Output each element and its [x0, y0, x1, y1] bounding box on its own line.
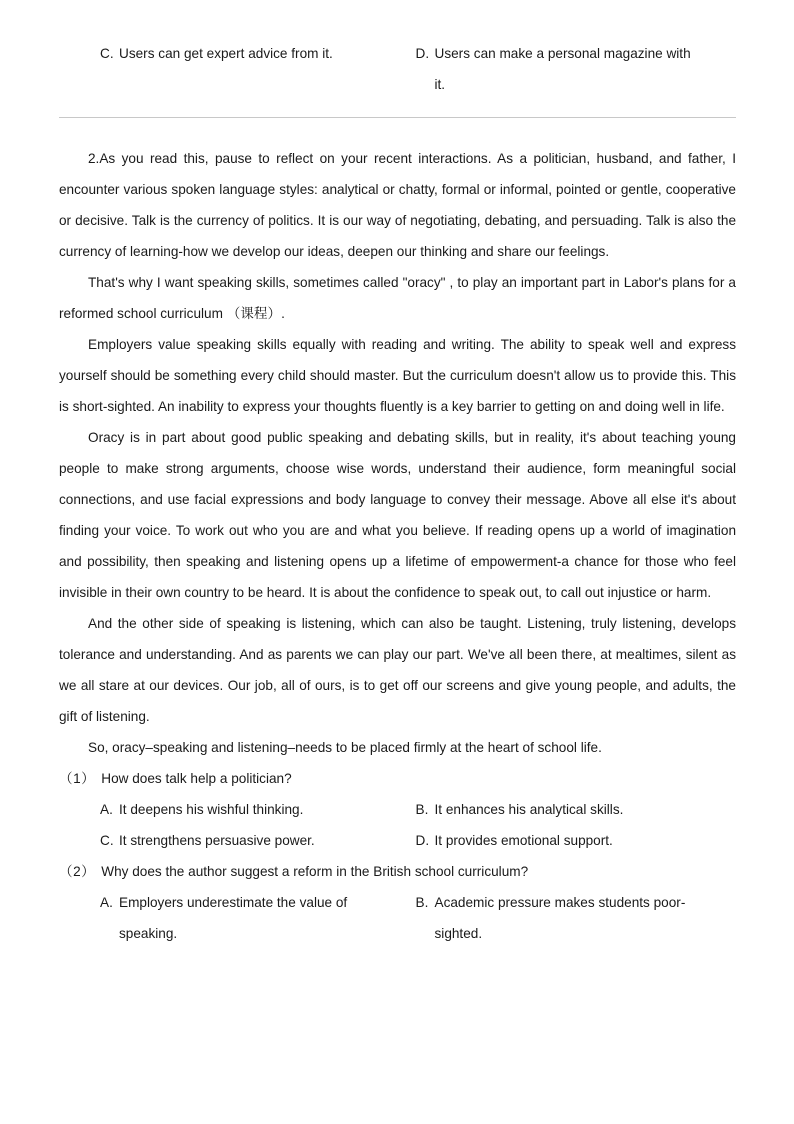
question-1-option-d[interactable]: [416, 825, 737, 856]
question-1-option-b[interactable]: [416, 794, 737, 825]
options-row-cd: [59, 38, 736, 100]
question-1-option-c[interactable]: [100, 825, 398, 856]
option-text-d-continuation: it.: [434, 77, 446, 92]
question-1-prompt: How does talk help a politician?: [101, 771, 292, 786]
question-1-option-text-a: It deepens his wishful thinking.: [119, 802, 304, 817]
passage-paragraph-2: That's why I want speaking skills, sometimes called "oracy" , to play an important part in Labor's plans for a reformed school curriculum （课程）.: [59, 275, 736, 321]
question-1-option-column-left: [59, 794, 398, 825]
passage-paragraph-5: And the other side of speaking is listening, which can also be taught. Listening, truly listening, develops tolerance and understanding. And as parents we can play our part. We've all been there, at mealtimes, silent as we all stare at our devices. Our job, all of ours, is to get off our screens and give young people, and adults, the gift of listening.: [59, 616, 736, 724]
question-2-option-text-a: Employers underestimate the value of: [119, 895, 348, 910]
question-2-option-a-continuation: speaking.: [119, 926, 178, 941]
question-1-option-letter-c: C.: [100, 833, 114, 848]
question-2-line: [59, 856, 736, 887]
section-divider: [59, 117, 736, 118]
question-1-options-row-ab: [59, 794, 736, 825]
option-item-d[interactable]: [416, 38, 737, 69]
question-2-option-a[interactable]: [100, 887, 398, 918]
option-text-d: Users can make a personal magazine with: [434, 46, 691, 61]
option-letter-d: D.: [415, 46, 430, 61]
passage-paragraph-4: Oracy is in part about good public speaking and debating skills, but in reality, it's about teaching young people to make strong arguments, choose wise words, understand their audience, form meaningful social connections, and use facial expressions and body language to convey their message. Above all else it's about finding your voice. To work out who you are and what you believe. If reading opens up a world of imagination and possibility, then speaking and listening opens up a lifetime of empowerment-a chance for those who feel invisible in their own country to be heard. It is about the confidence to speak out, to call out injustice or harm.: [59, 430, 736, 600]
question-1-option-letter-b: B.: [415, 802, 429, 817]
question-2-option-letter-b: B.: [415, 895, 429, 910]
question-1-option-column-left-2: [59, 825, 398, 856]
option-column-left: [59, 38, 398, 69]
passage-paragraph-1: 2.As you read this, pause to reflect on your recent interactions. As a politician, husband, and father, I encounter various spoken language styles: analytical or chatty, formal or informal, pointed or gentle, cooperative or decisive. Talk is the currency of politics. It is our way of negotiating, debating, and persuading. Talk is also the currency of learning-how we develop our ideas, deepen our thinking and share our feelings.: [59, 151, 736, 259]
question-1-option-a[interactable]: [100, 794, 398, 825]
question-1-option-column-right-2: [398, 825, 737, 856]
question-2-option-column-left: [59, 887, 398, 949]
option-item-c[interactable]: [100, 38, 398, 69]
question-1-line: [59, 763, 736, 794]
question-1-option-text-d: It provides emotional support.: [434, 833, 613, 848]
question-2-option-text-b: Academic pressure makes students poor-: [434, 895, 686, 910]
question-1-option-text-c: It strengthens persuasive power.: [119, 833, 315, 848]
passage-paragraph-6: So, oracy–speaking and listening–needs to be placed firmly at the heart of school life.: [88, 740, 602, 755]
option-text-c: Users can get expert advice from it.: [119, 46, 333, 61]
question-2-number: （2）: [59, 864, 96, 879]
document-content: [59, 38, 736, 949]
option-column-right: [398, 38, 737, 100]
question-1-number: （1）: [59, 771, 96, 786]
question-2-options-row-ab: [59, 887, 736, 949]
question-2-option-column-right: [398, 887, 737, 949]
passage-paragraph-3: Employers value speaking skills equally with reading and writing. The ability to speak well and express yourself should be something every child should master. But the curriculum doesn't allow us to provide this. This is short-sighted. An inability to express your thoughts fluently is a key barrier to getting on and doing well in life.: [59, 337, 736, 414]
question-2-option-b-continuation: sighted.: [434, 926, 483, 941]
question-1-option-text-b: It enhances his analytical skills.: [434, 802, 624, 817]
question-2-option-letter-a: A.: [100, 895, 113, 910]
question-2-prompt: Why does the author suggest a reform in the British school curriculum?: [101, 864, 529, 879]
option-letter-c: C.: [100, 46, 114, 61]
question-1-options-row-cd: [59, 825, 736, 856]
question-1-option-letter-a: A.: [100, 802, 113, 817]
question-1-option-letter-d: D.: [415, 833, 430, 848]
question-2-option-b[interactable]: [416, 887, 737, 918]
question-1-option-column-right: [398, 794, 737, 825]
